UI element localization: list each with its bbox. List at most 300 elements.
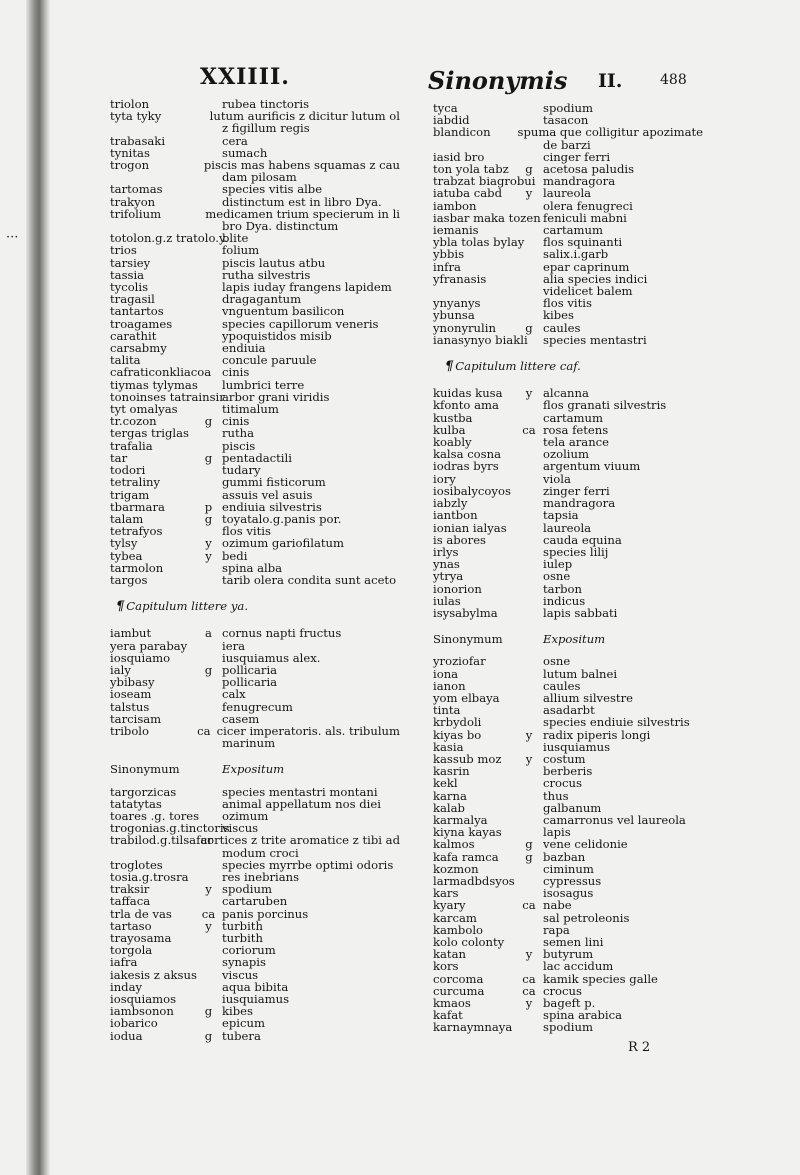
exposition-text: rapa [543, 922, 570, 937]
exposition-text: tudary [222, 463, 261, 478]
exposition-text: species capillorum veneris [222, 316, 379, 331]
language-marker: g [204, 1028, 213, 1043]
synonym-term: kekl [433, 776, 458, 791]
synonym-term: talam [110, 511, 144, 526]
exposition-text: animal appellatum nos diei [222, 796, 381, 811]
language-marker [515, 212, 543, 224]
exposition-text: lapis sabbati [543, 605, 618, 620]
language-marker [195, 895, 222, 907]
synonym-term: iobarico [110, 1016, 158, 1031]
synonym-term: trogonias.g.tinctoris [110, 821, 230, 836]
exposition-text: lapis iuday frangens lapidem [222, 280, 392, 295]
synonym-term: yera parabay [110, 638, 188, 653]
glossary-entry [110, 737, 400, 749]
language-marker: ca [197, 723, 211, 738]
exposition-text: bro Dya. distinctum [222, 219, 339, 234]
exposition-text: kibes [222, 1004, 253, 1019]
language-marker [515, 522, 543, 534]
pilcrow-icon: ¶ [116, 599, 125, 615]
language-marker [515, 716, 543, 728]
exposition-text: ozolium [543, 447, 589, 462]
synonym-term: ionorion [433, 581, 482, 596]
exposition-text: lutum aurificis z dicitur lutum ol [209, 109, 400, 124]
synonym-term: carathit [110, 328, 157, 343]
synonym-term: tyca [433, 101, 458, 115]
language-marker [195, 562, 222, 574]
exposition-text: cauda equina [543, 532, 622, 547]
exposition-text: dam pilosam [222, 170, 297, 185]
exposition-text: turbith [222, 931, 263, 945]
language-marker: g [525, 320, 533, 335]
synonym-term: tartaso [110, 918, 152, 933]
language-marker [515, 297, 543, 309]
synonym-term: talstus [110, 699, 150, 714]
exposition-text: radix piperis longi [543, 727, 651, 742]
exposition-text: res inebrians [222, 869, 300, 884]
glossary-entry [110, 257, 400, 269]
synonym-term: trafalia [110, 438, 153, 453]
exposition-text: tasacon [543, 113, 589, 128]
exposition-text: turbith [222, 918, 263, 933]
exposition-text: cortices z trite aromatice z tibi ad [200, 833, 400, 848]
synonym-term: kalab [433, 800, 465, 815]
synonym-term: tylsy [110, 536, 138, 551]
glossary-entry [110, 574, 400, 586]
exposition-text: crocus [543, 776, 582, 791]
synonym-term: yroziofar [433, 654, 486, 669]
exposition-text: zinger ferri [543, 483, 610, 498]
glossary-entry [110, 786, 400, 798]
exposition-text: coriorum [222, 943, 276, 958]
synonym-term: talita [110, 353, 141, 368]
language-marker: g [525, 162, 533, 177]
synonym-term: iambsonon [110, 1004, 174, 1019]
language-marker: y [525, 727, 533, 742]
synonym-term: kafa ramca [433, 849, 499, 864]
exposition-text: laureola [543, 520, 592, 535]
exposition-text: caules [543, 320, 581, 335]
synonym-term: kmaos [433, 996, 471, 1011]
language-marker [515, 607, 543, 619]
glossary-entry [110, 701, 400, 713]
synonym-term: iosquiamos [110, 992, 177, 1007]
glossary-entry [110, 537, 400, 549]
synonym-term: iambon [433, 198, 477, 213]
exposition-text: acetosa paludis [543, 162, 635, 177]
glossary-entry [433, 399, 703, 411]
glossary-entry [110, 135, 400, 147]
exposition-text: casem [222, 711, 260, 726]
synonym-term: targorzicas [110, 784, 177, 799]
exposition-text: cera [222, 133, 248, 148]
exposition-text: fenugrecum [222, 699, 293, 714]
glossary-entry [110, 895, 400, 907]
exposition-text: indicus [543, 593, 586, 608]
exposition-text: mandragora [543, 496, 616, 511]
language-marker: g [204, 1004, 213, 1019]
synonym-term: kiyna kayas [433, 825, 502, 840]
language-marker [195, 293, 222, 305]
language-marker: y [205, 548, 212, 563]
language-marker [515, 334, 543, 346]
synonym-term: tycolis [110, 280, 149, 295]
exposition-text: endiuia silvestris [222, 499, 322, 514]
exposition-text: rubea tinctoris [222, 97, 310, 111]
language-marker: g [204, 662, 213, 677]
exposition-text: ozimum [222, 808, 269, 823]
exposition-text: kibes [543, 308, 574, 323]
subheading-synonym: Sinonymum [110, 762, 180, 777]
language-marker: p [204, 499, 213, 514]
synonym-term: trakyon [110, 194, 156, 209]
glossary-entry [433, 790, 703, 802]
exposition-text: flos vitis [543, 296, 592, 311]
exposition-text: nabe [543, 898, 572, 913]
exposition-text: videlicet balem [543, 284, 633, 299]
synonym-term: krbydoli [433, 715, 482, 730]
synonym-term: kalsa cosna [433, 447, 501, 462]
exposition-text: thus [543, 788, 569, 803]
exposition-text: bageft p. [543, 996, 596, 1011]
synonym-term: todori [110, 463, 146, 478]
synonym-term: kasia [433, 739, 464, 754]
language-marker [515, 285, 543, 297]
language-marker [195, 135, 222, 147]
synonym-term: tribolo [110, 723, 149, 738]
language-marker [515, 912, 543, 924]
exposition-text: rutha silvestris [222, 267, 311, 282]
glossary-entry [110, 908, 400, 920]
synonym-term: tantartos [110, 304, 164, 319]
synonym-term: yom elbaya [433, 690, 500, 705]
synonym-term: cafraticonkliacoa [110, 365, 212, 380]
language-marker: ca [522, 971, 536, 986]
synonym-term: iodras byrs [433, 459, 499, 474]
exposition-text: gummi fisticorum [222, 475, 326, 490]
language-marker [515, 1009, 543, 1021]
synonym-term: triolon [110, 97, 150, 111]
section-numeral: XXIIII. [200, 64, 290, 90]
language-marker: g [525, 849, 533, 864]
language-marker [195, 269, 222, 281]
exposition-text: tubera [222, 1028, 261, 1043]
glossary-entry [433, 126, 703, 138]
language-marker: y [205, 536, 212, 551]
exposition-text: species mentastri montani [222, 784, 378, 799]
right-column [433, 102, 703, 1034]
exposition-text: cypressus [543, 873, 602, 888]
exposition-text: blite [222, 231, 249, 246]
synonym-term: tatatytas [110, 796, 162, 811]
exposition-text: allium silvestre [543, 690, 633, 705]
language-marker: g [204, 414, 213, 429]
language-marker [496, 126, 518, 138]
exposition-text: iulep [543, 557, 573, 572]
glossary-entry [433, 607, 703, 619]
language-marker [515, 583, 543, 595]
exposition-text: cinis [222, 365, 250, 380]
exposition-text: argentum viuum [543, 459, 641, 474]
language-marker [195, 281, 222, 293]
synonym-term [110, 122, 195, 134]
synonym-term: kfonto ama [433, 398, 499, 413]
synonym-term: tergas triglas [110, 426, 189, 441]
synonym-term: troagames [110, 316, 173, 331]
language-marker [195, 676, 222, 688]
language-marker [515, 814, 543, 826]
language-marker [515, 248, 543, 260]
glossary-entry [110, 969, 400, 981]
exposition-text: spodium [543, 101, 593, 115]
exposition-text: feniculi mabni [543, 210, 627, 225]
language-marker [515, 460, 543, 472]
pilcrow-icon: ¶ [445, 359, 454, 375]
synonym-term: trla de vas [110, 906, 172, 921]
exposition-text: cartaruben [222, 894, 288, 909]
glossary-entry [433, 187, 703, 199]
glossary-entry [433, 334, 703, 346]
synonym-term [433, 139, 515, 151]
exposition-text: ciminum [543, 861, 594, 876]
synonym-term: karmalya [433, 812, 488, 827]
synonym-term: kozmon [433, 861, 479, 876]
synonym-term: karna [433, 788, 467, 803]
exposition-text: bedi [222, 548, 248, 563]
synonym-term: tartomas [110, 182, 163, 197]
language-marker [515, 236, 543, 248]
glossary-entry [433, 583, 703, 595]
language-marker [195, 932, 222, 944]
language-marker [195, 969, 222, 981]
language-marker [195, 847, 222, 859]
language-marker [515, 448, 543, 460]
synonym-term: tr.cozon [110, 414, 157, 429]
language-marker: ca [522, 983, 536, 998]
language-marker [186, 110, 210, 122]
exposition-text: z figillum regis [222, 121, 310, 136]
synonym-term: carsabmy [110, 341, 167, 356]
exposition-text: bazban [543, 849, 586, 864]
exposition-text: spodium [222, 882, 272, 897]
exposition-text: sal petroleonis [543, 910, 630, 925]
synonym-term: kors [433, 959, 459, 974]
language-marker [195, 257, 222, 269]
glossary-entry [110, 847, 400, 859]
synonym-term: tassia [110, 267, 145, 282]
language-marker: y [525, 996, 533, 1011]
synonym-term: trigam [110, 487, 150, 502]
exposition-text: toyatalo.g.panis por. [222, 511, 342, 526]
exposition-text: olera fenugreci [543, 198, 633, 213]
language-marker [195, 476, 222, 488]
synonym-term: iosquiamo [110, 650, 171, 665]
glossary-entry [110, 183, 400, 195]
glossary-entry [433, 522, 703, 534]
language-marker: y [525, 186, 533, 201]
synonym-term: katan [433, 947, 466, 962]
synonym-term: trabasaki [110, 133, 166, 148]
language-marker [515, 863, 543, 875]
synonym-term: blandicon [433, 125, 491, 140]
exposition-text: lutum balnei [543, 666, 618, 681]
synonym-term: tynitas [110, 145, 150, 160]
language-marker [515, 497, 543, 509]
glossary-entry [433, 716, 703, 728]
exposition-text: lapis [543, 825, 571, 840]
glossary-entry [433, 460, 703, 472]
language-marker: y [205, 918, 212, 933]
synonym-term: ynas [433, 557, 460, 572]
exposition-text: viscus [222, 821, 259, 836]
language-marker [195, 786, 222, 798]
running-title: Sinonymis [428, 66, 568, 95]
synonym-term: ianasynyo biakli [433, 332, 528, 347]
exposition-text: spuma que colligitur apozimate [517, 125, 703, 140]
language-marker: ca [201, 906, 216, 921]
exposition-text: isosagus [543, 886, 594, 901]
language-marker [195, 688, 222, 700]
left-column [110, 98, 400, 1042]
exposition-text: mandragora [543, 174, 616, 189]
synonym-term: ynonyrulin [433, 320, 496, 335]
exposition-text: de barzi [543, 137, 591, 152]
exposition-text: alcanna [543, 386, 589, 401]
synonym-term: karcam [433, 910, 477, 925]
language-marker: y [525, 386, 533, 401]
language-marker [515, 765, 543, 777]
exposition-text: camarronus vel laureola [543, 812, 686, 827]
exposition-text: species endiuie silvestris [543, 715, 690, 730]
exposition-text: kamik species galle [543, 971, 658, 986]
glossary-entry [110, 196, 400, 208]
language-marker: ca [522, 422, 536, 437]
exposition-text: cartamum [543, 223, 603, 238]
exposition-text: flos vitis [222, 524, 271, 539]
synonym-term: karnaymnaya [433, 1020, 513, 1035]
glossary-entry [110, 688, 400, 700]
chapter-heading [445, 360, 703, 373]
glossary-entry [110, 640, 400, 652]
language-marker [195, 427, 222, 439]
language-marker [195, 196, 222, 208]
exposition-text: sumach [222, 145, 268, 160]
synonym-term: tragasil [110, 292, 155, 307]
synonym-term [110, 847, 195, 859]
column-subheading [110, 763, 400, 775]
exposition-text: epar caprinum [543, 259, 630, 274]
subheading-exposition: Expositum [543, 632, 606, 647]
synonym-term: corcoma [433, 971, 484, 986]
synonym-term: trogon [110, 158, 150, 173]
glossary-entry [110, 366, 400, 378]
glossary-entry [433, 973, 703, 985]
exposition-text: spina alba [222, 560, 283, 575]
language-marker [515, 777, 543, 789]
language-marker [195, 318, 222, 330]
exposition-text: berberis [543, 764, 593, 779]
synonym-term: trabilod.g.tilsafar [110, 833, 213, 848]
exposition-text: viscus [222, 967, 259, 982]
synonym-term: iatuba cabd [433, 186, 503, 201]
synonym-term: tonoinses tatrainsir [110, 389, 225, 404]
synonym-term: is abores [433, 532, 487, 547]
synonym-term: yfranasis [433, 271, 487, 286]
synonym-term: iambut [110, 626, 152, 641]
glossary-entry [433, 248, 703, 260]
synonym-term: targos [110, 572, 148, 587]
language-marker [515, 790, 543, 802]
synonym-term: tyt omalyas [110, 402, 178, 417]
language-marker [195, 342, 222, 354]
glossary-entry [110, 676, 400, 688]
language-marker [515, 273, 543, 285]
language-marker [195, 330, 222, 342]
exposition-text: pollicaria [222, 675, 278, 690]
synonym-term: tyta tyky [110, 109, 162, 124]
synonym-term: iodua [110, 1028, 143, 1043]
language-marker [195, 305, 222, 317]
glossary-entry [433, 960, 703, 972]
synonym-term: curcuma [433, 983, 485, 998]
glossary-entry [433, 261, 703, 273]
language-marker [515, 570, 543, 582]
language-marker [515, 399, 543, 411]
synonym-term: kassub moz [433, 751, 502, 766]
synonym-term: tetrafyos [110, 524, 163, 539]
exposition-text: species lilij [543, 544, 609, 559]
synonym-term: taffaca [110, 894, 151, 909]
exposition-text: pollicaria [222, 662, 278, 677]
synonym-term: kustba [433, 410, 473, 425]
exposition-text: galbanum [543, 800, 602, 815]
glossary-entry [433, 655, 703, 667]
exposition-text: modum croci [222, 845, 299, 860]
glossary-entry [110, 427, 400, 439]
glossary-entry [110, 122, 400, 134]
glossary-entry [433, 1021, 703, 1033]
glossary-entry [110, 550, 400, 562]
language-marker [515, 802, 543, 814]
synonym-term: iafra [110, 955, 138, 970]
language-marker: g [204, 511, 213, 526]
exposition-text: piscis mas habens squamas z cau [203, 158, 400, 173]
synonym-term: tar [110, 450, 128, 465]
synonym-term: ionian ialyas [433, 520, 507, 535]
exposition-text: flos granati silvestris [543, 398, 667, 413]
synonym-term: iabdid [433, 113, 470, 128]
synonym-term: iona [433, 666, 459, 681]
column-subheading [433, 633, 703, 645]
exposition-text: iera [222, 638, 246, 653]
exposition-text: tela arance [543, 435, 610, 450]
language-marker: a [205, 626, 212, 641]
language-marker [515, 309, 543, 321]
exposition-text: cornus napti fructus [222, 626, 342, 641]
exposition-text: medicamen trium specierum in li [205, 206, 400, 221]
synonym-term: ybibasy [110, 675, 155, 690]
glossary-entry [433, 509, 703, 521]
exposition-text: piscis lautus atbu [222, 255, 326, 270]
language-marker [195, 981, 222, 993]
exposition-text: ozimum gariofilatum [222, 536, 344, 551]
language-marker [515, 102, 543, 114]
exposition-text: cicer imperatoris. als. tribulum [216, 723, 400, 738]
synonym-term: isysabylma [433, 605, 498, 620]
exposition-text: iusquiamus [222, 992, 290, 1007]
synonym-term [110, 737, 195, 749]
language-marker [515, 534, 543, 546]
language-marker [195, 737, 222, 749]
